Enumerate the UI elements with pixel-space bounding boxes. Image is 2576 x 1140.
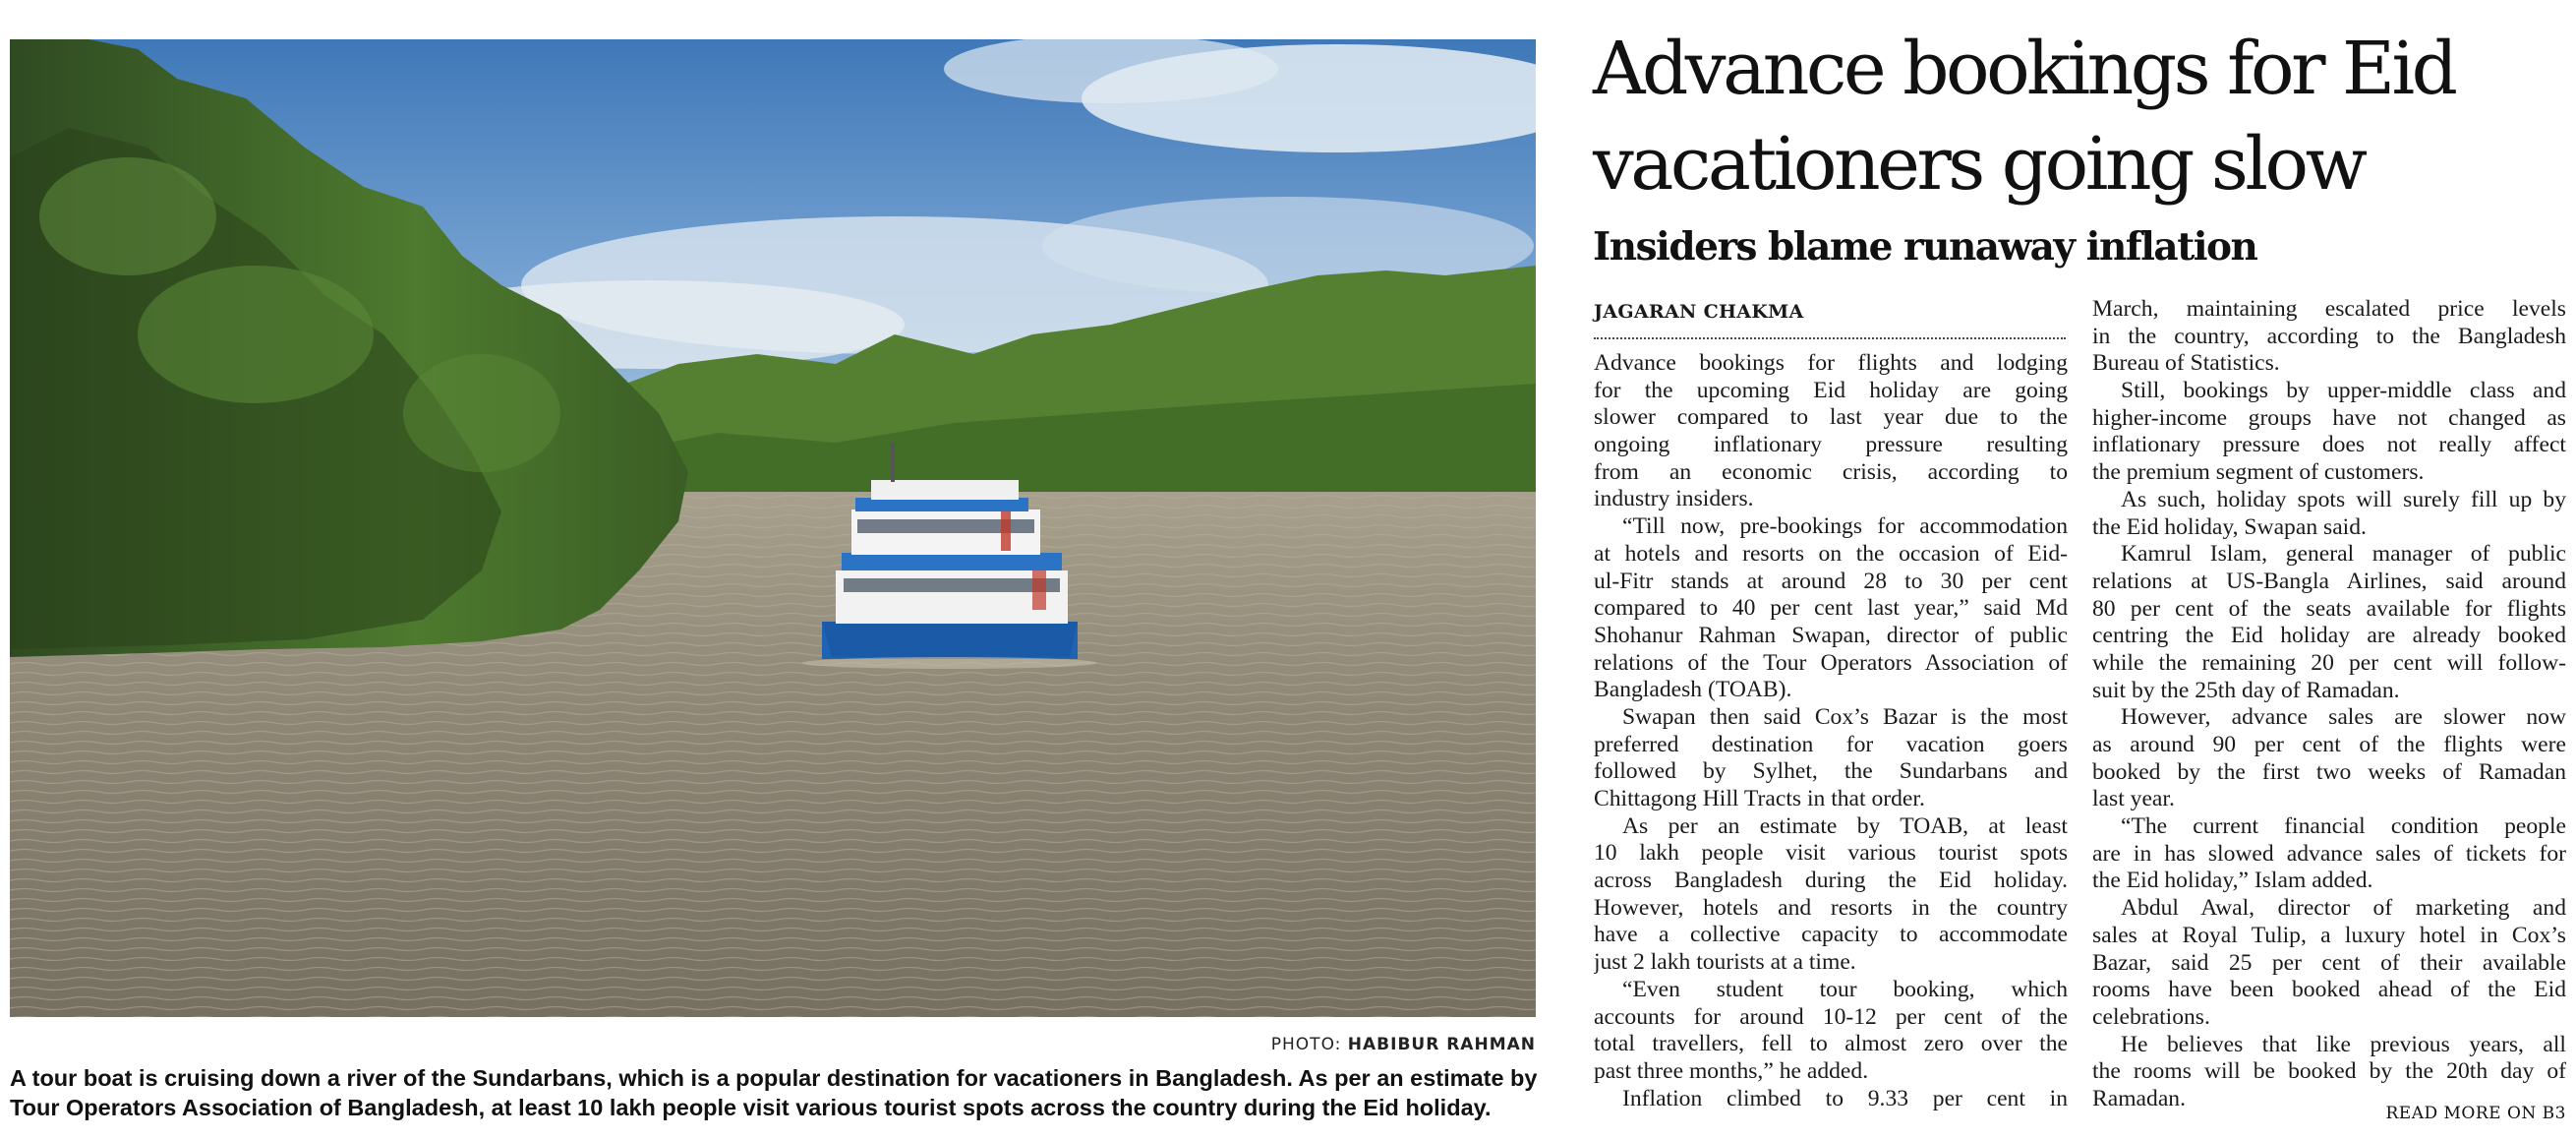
text-line: the Eid holiday,” Islam added.	[2092, 868, 2373, 894]
text-line: Swapan then said Cox’s Bazar is the most	[1622, 703, 2068, 730]
text-line: “Even student tour booking, which	[1622, 976, 2068, 1002]
text-line: Bangladesh (TOAB).	[1594, 677, 1792, 703]
text-line: Shohanur Rahman Swapan, director of public	[1594, 622, 2068, 648]
text-line: past three months,” he added.	[1594, 1057, 1869, 1084]
text-line: ongoing inflationary pressure resulting	[1594, 432, 2068, 458]
article-headline	[1593, 22, 2566, 212]
text-line: Bazar, said 25 per cent of their available	[2092, 949, 2566, 976]
text-line: have a collective capacity to accommodate	[1594, 922, 2068, 948]
text-line: slower compared to last year due to the	[1594, 404, 2068, 431]
photo-caption	[10, 1063, 1536, 1122]
text-line: across Bangladesh during the Eid holiday.	[1594, 868, 2068, 894]
text-line: preferred destination for vacation goers	[1594, 731, 2068, 757]
caption-line: Tour Operators Association of Bangladesh, at least 10 lakh people visit various tourist spots across the country during the Eid holiday.	[10, 1095, 1492, 1120]
text-line: the Eid holiday, Swapan said.	[2092, 513, 2367, 540]
article-subheadline: Insiders blame runaway inflation	[1593, 224, 2257, 270]
byline: JAGARAN CHAKMA	[1594, 301, 1804, 323]
text-line: followed by Sylhet, the Sundarbans and	[1594, 758, 2068, 785]
text-line: are in has slowed advance sales of tickets for	[2092, 840, 2566, 867]
text-line: relations of the Tour Operators Association of	[1594, 649, 2068, 676]
text-line: in the country, according to the Bangladesh	[2092, 323, 2566, 349]
text-line: higher-income groups have not changed as	[2092, 404, 2566, 431]
text-line: Abdul Awal, director of marketing and	[2121, 895, 2566, 922]
text-line: “The current financial condition people	[2121, 813, 2566, 840]
text-line: booked by the first two weeks of Ramadan	[2092, 758, 2566, 785]
article-column-1	[1594, 350, 2068, 1112]
caption-line: A tour boat is cruising down a river of the Sundarbans, which is a popular destination for vacationers in Bangladesh. As per an estimate by	[10, 1065, 1538, 1091]
photo-credit-label: PHOTO:	[1270, 1035, 1342, 1054]
article-column-2	[2092, 296, 2566, 1113]
text-line: Advance bookings for flights and lodging	[1594, 350, 2068, 376]
text-line: However, hotels and resorts in the country	[1594, 894, 2068, 921]
text-line: Inflation climbed to 9.33 per cent in	[1622, 1085, 2068, 1111]
text-line: However, advance sales are slower now	[2121, 704, 2566, 731]
text-line: just 2 lakh tourists at a time.	[1594, 949, 1856, 976]
text-line: the rooms will be booked by the 20th day of	[2092, 1058, 2566, 1085]
photo-credit-name: HABIBUR RAHMAN	[1347, 1035, 1536, 1054]
text-line: inflationary pressure does not really affect	[2092, 432, 2566, 458]
text-line: relations at US-Bangla Airlines, said around	[2092, 568, 2566, 594]
text-line: for the upcoming Eid holiday are going	[1594, 377, 2068, 403]
text-line: accounts for around 10-12 per cent of the	[1594, 1003, 2068, 1030]
text-line: “Till now, pre-bookings for accommodation	[1622, 513, 2068, 540]
text-line: Kamrul Islam, general manager of public	[2121, 541, 2566, 568]
photo-credit	[10, 1035, 1536, 1054]
text-line: Bureau of Statistics.	[2092, 350, 2280, 377]
text-line: Still, bookings by upper-middle class and	[2121, 378, 2566, 404]
read-more-link[interactable]: READ MORE ON B3	[2385, 1104, 2566, 1123]
text-line: while the remaining 20 per cent will follow-	[2092, 649, 2566, 676]
text-line: As per an estimate by TOAB, at least	[1622, 812, 2068, 839]
text-line: industry insiders.	[1594, 486, 1754, 512]
text-line: the premium segment of customers.	[2092, 459, 2425, 486]
text-line: Chittagong Hill Tracts in that order.	[1594, 786, 1925, 811]
headline-line: Advance bookings for Eid	[1593, 27, 2455, 111]
text-line: ul-Fitr stands at around 28 to 30 per cent	[1594, 568, 2068, 594]
byline-divider	[1594, 337, 2066, 339]
text-line: March, maintaining escalated price levels	[2092, 296, 2566, 322]
text-line: total travellers, fell to almost zero over the	[1594, 1031, 2068, 1057]
headline-line: vacationers going slow	[1593, 122, 2365, 207]
text-line: from an economic crisis, according to	[1594, 458, 2068, 485]
text-line: compared to 40 per cent last year,” said Md	[1594, 595, 2068, 622]
text-line: rooms have been booked ahead of the Eid	[2092, 977, 2566, 1003]
text-line: Ramadan.	[2092, 1085, 2186, 1111]
text-line: celebrations.	[2092, 1003, 2210, 1030]
text-line: as around 90 per cent of the flights were	[2092, 732, 2566, 757]
sundarbans-river-photo	[10, 39, 1536, 1017]
news-photo	[10, 39, 1536, 1017]
text-line: at hotels and resorts on the occasion of Eid-	[1594, 540, 2068, 567]
text-line: centring the Eid holiday are already booked	[2092, 623, 2566, 649]
text-line: He believes that like previous years, all	[2121, 1031, 2566, 1057]
text-line: last year.	[2092, 786, 2175, 812]
text-line: 10 lakh people visit various tourist spots	[1594, 840, 2068, 867]
text-line: As such, holiday spots will surely fill up by	[2121, 486, 2566, 512]
text-line: 80 per cent of the seats available for flights	[2092, 595, 2566, 622]
text-line: sales at Royal Tulip, a luxury hotel in Cox’s	[2092, 922, 2566, 948]
text-line: suit by the 25th day of Ramadan.	[2092, 677, 2400, 703]
